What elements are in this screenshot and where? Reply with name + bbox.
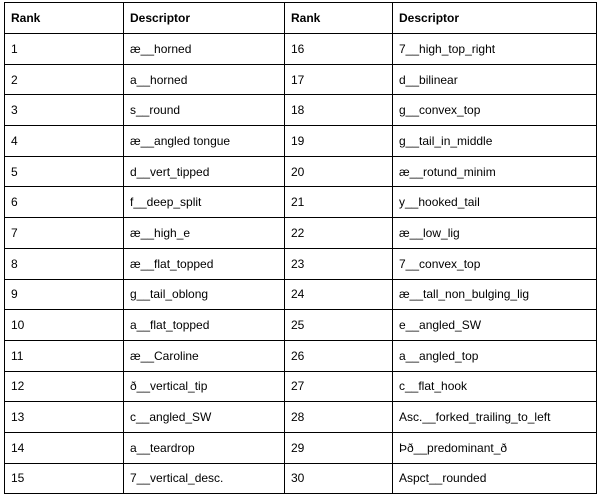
descriptor-cell-left: æ__Caroline [124,340,285,371]
table-row [5,402,597,433]
rank-cell-left: 14 [5,432,124,463]
descriptor-cell-left: a__teardrop [124,432,285,463]
rank-cell-left: 5 [5,156,124,187]
descriptor-cell-right: y__hooked_tail [393,187,597,218]
table-body [5,34,597,494]
rank-cell-right: 25 [285,310,393,341]
rank-cell-left: 13 [5,402,124,433]
descriptor-cell-left: c__angled_SW [124,402,285,433]
header-descriptor-right: Descriptor [393,3,597,34]
descriptor-cell-right: c__flat_hook [393,371,597,402]
table-row [5,34,597,65]
descriptor-cell-right: æ__low_lig [393,218,597,249]
rank-cell-right: 26 [285,340,393,371]
descriptor-cell-left: a__horned [124,64,285,95]
descriptor-cell-right: g__convex_top [393,95,597,126]
table-row [5,371,597,402]
descriptor-cell-left: æ__high_e [124,218,285,249]
descriptor-cell-right: 7__convex_top [393,248,597,279]
rank-cell-right: 23 [285,248,393,279]
rank-cell-right: 29 [285,432,393,463]
rank-cell-left: 11 [5,340,124,371]
descriptor-cell-left: æ__horned [124,34,285,65]
table-row [5,126,597,157]
descriptor-cell-left: æ__flat_topped [124,248,285,279]
descriptor-cell-left: æ__angled tongue [124,126,285,157]
descriptor-cell-right: æ__tall_non_bulging_lig [393,279,597,310]
table-row [5,218,597,249]
table-row [5,340,597,371]
header-rank-right: Rank [285,3,393,34]
rank-cell-right: 18 [285,95,393,126]
descriptor-cell-left: s__round [124,95,285,126]
descriptor-cell-right: Asc.__forked_trailing_to_left [393,402,597,433]
rank-cell-right: 16 [285,34,393,65]
descriptor-cell-right: d__bilinear [393,64,597,95]
table-row [5,463,597,494]
table-row [5,279,597,310]
table-row [5,156,597,187]
table-row [5,64,597,95]
header-row [5,3,597,34]
table-row [5,187,597,218]
rank-cell-right: 20 [285,156,393,187]
descriptor-cell-right: a__angled_top [393,340,597,371]
rank-cell-left: 12 [5,371,124,402]
table-row [5,248,597,279]
descriptor-cell-left: a__flat_topped [124,310,285,341]
descriptor-cell-right: g__tail_in_middle [393,126,597,157]
rank-cell-right: 19 [285,126,393,157]
rank-cell-left: 9 [5,279,124,310]
descriptor-cell-left: 7__vertical_desc. [124,463,285,494]
rank-cell-left: 6 [5,187,124,218]
descriptor-rank-table [4,2,597,494]
rank-cell-left: 4 [5,126,124,157]
table-row [5,432,597,463]
table-row [5,310,597,341]
rank-cell-left: 8 [5,248,124,279]
rank-cell-left: 15 [5,463,124,494]
descriptor-cell-right: 7__high_top_right [393,34,597,65]
header-descriptor-left: Descriptor [124,3,285,34]
descriptor-cell-right: æ__rotund_minim [393,156,597,187]
descriptor-rank-table-container [4,2,596,494]
rank-cell-right: 21 [285,187,393,218]
descriptor-cell-left: g__tail_oblong [124,279,285,310]
descriptor-cell-left: d__vert_tipped [124,156,285,187]
rank-cell-left: 1 [5,34,124,65]
descriptor-cell-right: Aspct__rounded [393,463,597,494]
descriptor-cell-right: e__angled_SW [393,310,597,341]
rank-cell-left: 10 [5,310,124,341]
rank-cell-right: 24 [285,279,393,310]
header-rank-left: Rank [5,3,124,34]
rank-cell-left: 2 [5,64,124,95]
rank-cell-left: 3 [5,95,124,126]
rank-cell-right: 27 [285,371,393,402]
descriptor-cell-left: f__deep_split [124,187,285,218]
rank-cell-right: 28 [285,402,393,433]
descriptor-cell-right: Þð__predominant_ð [393,432,597,463]
rank-cell-right: 22 [285,218,393,249]
rank-cell-right: 30 [285,463,393,494]
descriptor-cell-left: ð__vertical_tip [124,371,285,402]
rank-cell-right: 17 [285,64,393,95]
rank-cell-left: 7 [5,218,124,249]
table-row [5,95,597,126]
